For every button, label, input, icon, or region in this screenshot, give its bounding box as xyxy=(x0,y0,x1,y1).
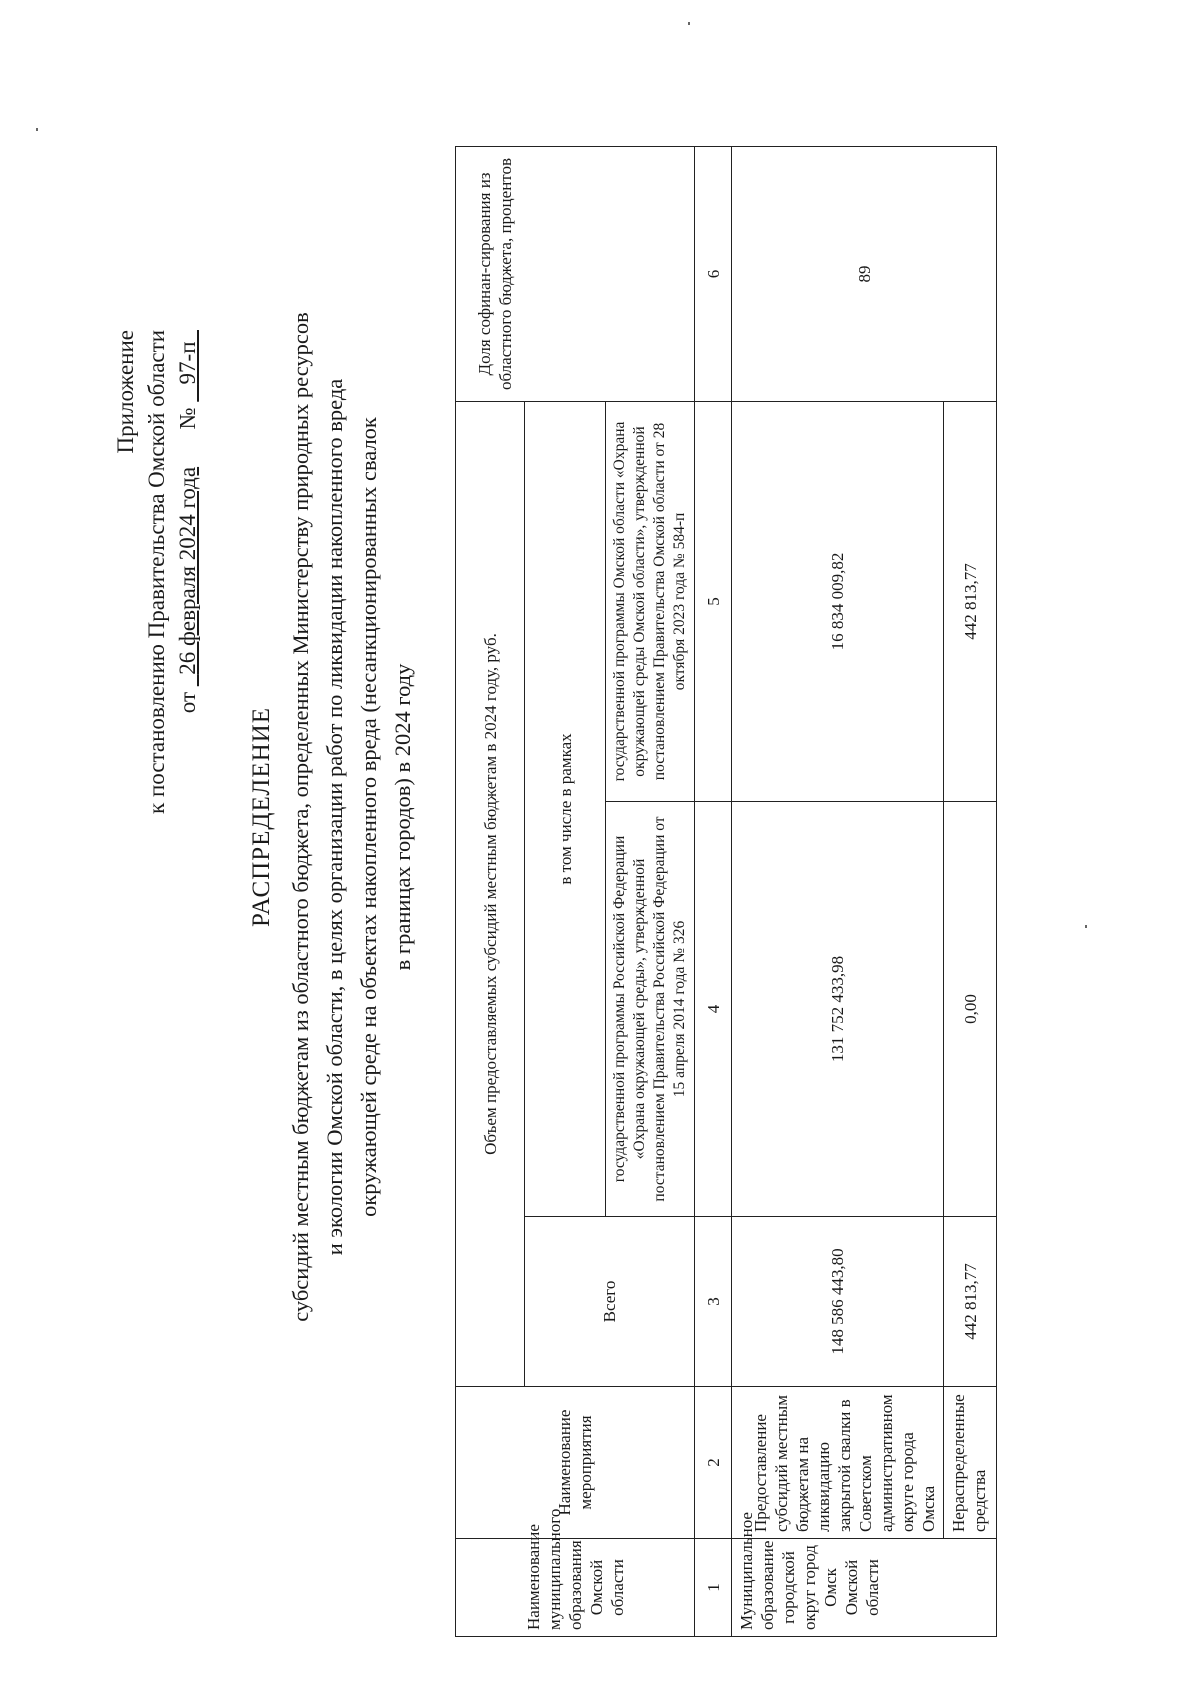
header-regional-program: государственной программы Омской области «Охрана окружающей среды Омской области», утвержденной постановлением Правительства Омской области от 28 октября 2023 года № 584-п xyxy=(606,402,695,802)
header-volume: Объем предоставляемых субсидий местным бюджетам в 2024 году, руб. xyxy=(456,402,525,1387)
document-title xyxy=(248,237,420,1397)
cell-federal: 131 752 433,98 xyxy=(732,802,944,1217)
cell-municipality: Муниципальное образование городской округ город Омск Омской области xyxy=(732,1539,997,1637)
appendix-line1: Приложение xyxy=(113,330,138,454)
appendix-block xyxy=(110,330,203,814)
cell-regional: 16 834 009,82 xyxy=(732,402,944,802)
appendix-from: от xyxy=(175,691,200,714)
cell-activity: Нераспределенные средства xyxy=(944,1387,997,1539)
header-municipality: Наименование муниципального образования Омской области xyxy=(456,1539,695,1637)
title-line-4: в границах городов) в 2024 году xyxy=(390,663,415,971)
header-row-1 xyxy=(456,147,525,1637)
distribution-table xyxy=(455,146,997,1637)
header-federal-program: государственной программы Российской Федерации «Охрана окружающей среды», утвержденной постановлением Правительства Российской Федерации от 15 апреля 2014 года № 326 xyxy=(606,802,695,1217)
title-line-2: и экологии Омской области, в целях организации работ по ликвидации накопленного вреда xyxy=(322,378,347,1256)
appendix-line2: к постановлению Правительства Омской области xyxy=(144,330,169,814)
column-number-row xyxy=(695,147,732,1637)
title-line-3: окружающей среде на объектах накопленного вреда (несанкционированных свалок xyxy=(356,417,381,1217)
cell-federal: 0,00 xyxy=(944,802,997,1217)
appendix-number-label: № xyxy=(175,407,200,430)
column-number: 6 xyxy=(695,147,732,402)
cell-activity: Предоставление субсидий местным бюджетам на ликвидацию закрытой свалки в Советском административном округе города Омска xyxy=(732,1387,944,1539)
title-line-1: субсидий местным бюджетам из областного бюджета, определенных Министерству природных ресурсов xyxy=(288,312,313,1322)
cell-share: 89 xyxy=(732,147,997,402)
header-share: Доля софинан-сирования из областного бюджета, процентов xyxy=(456,147,695,402)
header-including: в том числе в рамках xyxy=(525,402,606,1217)
header-activity: Наименование мероприятия xyxy=(456,1387,695,1539)
appendix-number: 97-п xyxy=(175,341,200,385)
title-heading: РАСПРЕДЕЛЕНИЕ xyxy=(248,706,275,928)
cell-total: 148 586 443,80 xyxy=(732,1217,944,1387)
cell-regional: 442 813,77 xyxy=(944,402,997,802)
table-row xyxy=(732,147,944,1637)
column-number: 2 xyxy=(695,1387,732,1539)
column-number: 5 xyxy=(695,402,732,802)
column-number: 3 xyxy=(695,1217,732,1387)
appendix-date-line xyxy=(172,330,203,814)
header-total: Всего xyxy=(525,1217,695,1387)
cell-total: 442 813,77 xyxy=(944,1217,997,1387)
column-number: 1 xyxy=(695,1539,732,1637)
column-number: 4 xyxy=(695,802,732,1217)
appendix-date: 26 февраля 2024 года xyxy=(175,466,200,675)
